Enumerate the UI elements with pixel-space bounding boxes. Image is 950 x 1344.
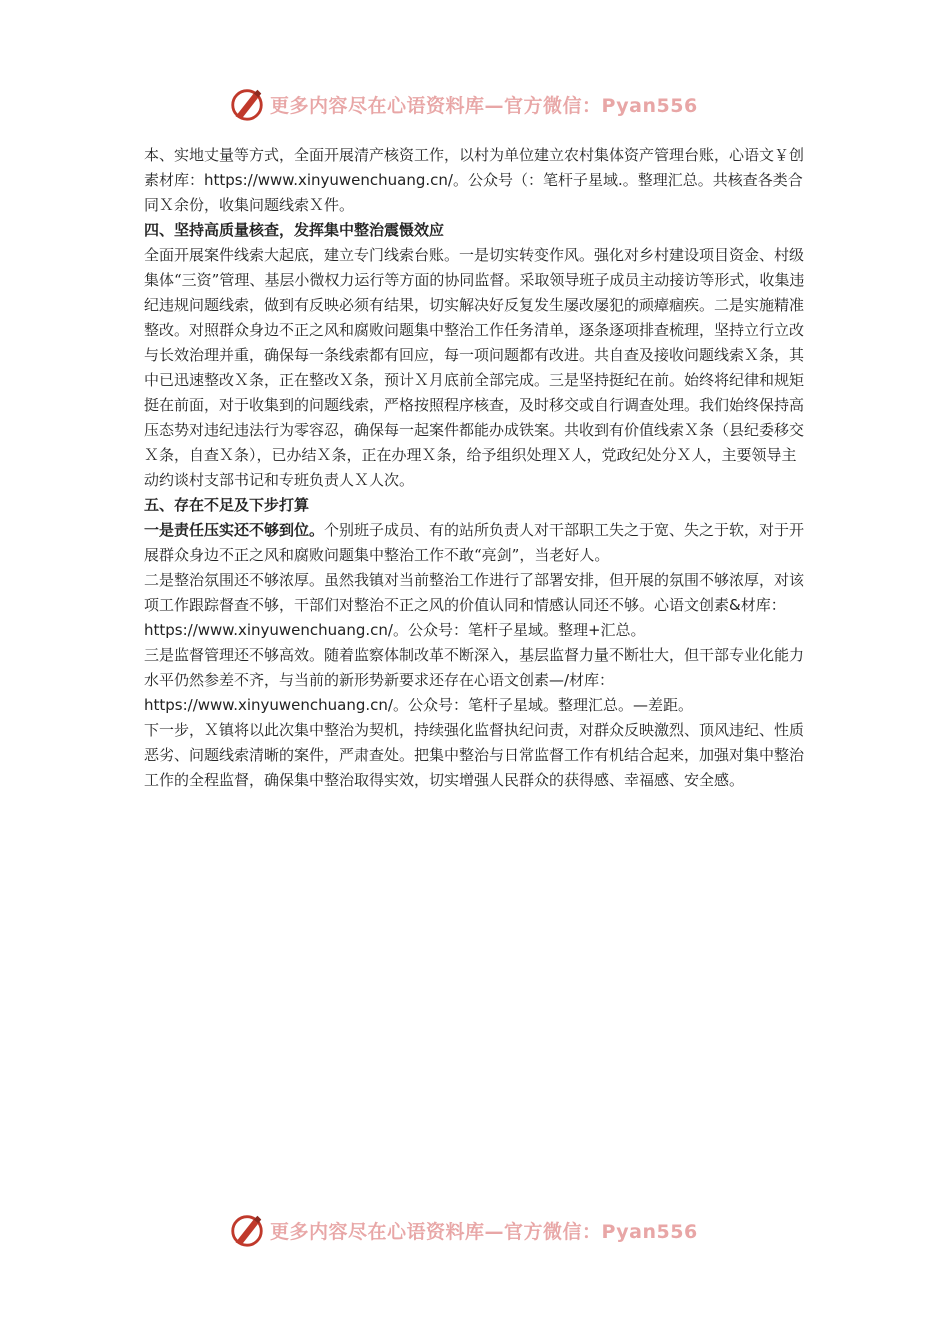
pen-nib-icon: [228, 85, 266, 123]
paragraph-supervision: 三是监督管理还不够高效。随着监察体制改革不断深入，基层监督力量不断壮大，但干部专业化能力水平仍然参差不齐，与当前的新形势新要求还存在心语文创素—/材库：https://www.xinyuwenchuang.cn/。公众号：笔杆子星域。整理汇总。—差距。: [144, 646, 805, 714]
watermark-text: 更多内容尽在心语资料库—官方微信：Pyan556: [270, 1220, 698, 1243]
paragraph-next-steps: 下一步，Ｘ镇将以此次集中整治为契机，持续强化监督执纪问责，对群众反映激烈、顶风违纪、性质恶劣、问题线索清晰的案件，严肃查处。把集中整治与日常监督工作有机结合起来，加强对集中整治工作的全程监督，确保集中整治取得实效，切实增强人民群众的获得感、幸福感、安全感。: [144, 721, 805, 789]
section-heading-five: 五、存在不足及下步打算: [144, 496, 310, 514]
paragraph-lead-sentence: 一是责任压实还不够到位。: [144, 521, 325, 539]
pen-nib-icon: [228, 1211, 266, 1249]
document-body: [144, 143, 809, 793]
watermark-text: 更多内容尽在心语资料库—官方微信：Pyan556: [270, 94, 698, 117]
paragraph-atmosphere: 二是整治氛围还不够浓厚。虽然我镇对当前整治工作进行了部署安排，但开展的氛围不够浓厚，对该项工作跟踪督查不够，干部们对整治不正之风的价值认同和情感认同还不够。心语文创素&材库：https://www.xinyuwenchuang.cn/。公众号：笔杆子星域。整理+汇总。: [144, 571, 805, 639]
section-heading-four: 四、坚持高质量核查，发挥集中整治震慑效应: [144, 221, 445, 239]
paragraph-case-clues: 全面开展案件线索大起底，建立专门线索台账。一是切实转变作风。强化对乡村建设项目资金、村级集体“三资”管理、基层小微权力运行等方面的协同监督。采取领导班子成员主动接访等形式，收集违纪违规问题线索，做到有反映必须有结果，切实解决好反复发生屡改屡犯的顽瘴痼疾。二是实施精准整改。对照群众身边不正之风和腐败问题集中整治工作任务清单，逐条逐项排查梳理，坚持立行立改与长效治理并重，确保每一条线索都有回应，每一项问题都有改进。共自查及接收问题线索Ｘ条，其中已迅速整改Ｘ条，正在整改Ｘ条，预计Ｘ月底前全部完成。三是坚持挺纪在前。始终将纪律和规矩挺在前面，对于收集到的问题线索，严格按照程序核查，及时移交或自行调查处理。我们始终保持高压态势对违纪违法行为零容忍，确保每一起案件都能办成铁案。共收到有价值线索Ｘ条（县纪委移交Ｘ条，自查Ｘ条），已办结Ｘ条，正在办理Ｘ条，给予组织处理Ｘ人，党政纪处分Ｘ人，主要领导主动约谈村支部书记和专班负责人Ｘ人次。: [144, 246, 805, 489]
paragraph-responsibility: [144, 518, 809, 568]
paragraph-body-text: 个别班子成员、有的站所负责人对干部职工失之于宽、失之于软，对于开展群众身边不正之风和腐败问题集中整治工作不敢“亮剑”，当老好人。: [144, 521, 805, 564]
footer-watermark-banner: [228, 1210, 748, 1250]
paragraph-asset-verification: 本、实地丈量等方式，全面开展清产核资工作，以村为单位建立农村集体资产管理台账，心语文￥创素材库：https://www.xinyuwenchuang.cn/。公众号（：笔杆子星域.。整理汇总。共核查各类合同Ｘ余份，收集问题线索Ｘ件。: [144, 146, 805, 214]
header-watermark-banner: [228, 84, 748, 124]
